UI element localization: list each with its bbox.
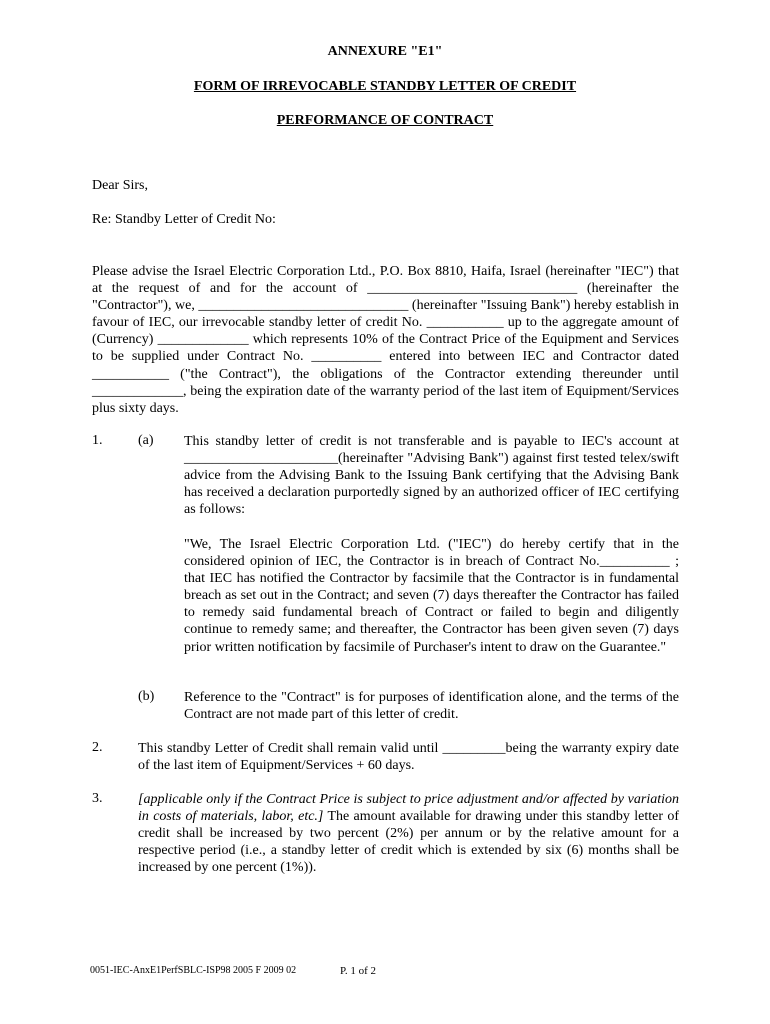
salutation: Dear Sirs, (92, 178, 148, 193)
clause-1b-text: Reference to the "Contract" is for purposes of identification alone, and the terms of the Contract are not made part of this letter of credit. (184, 690, 679, 723)
footer-document-code: 0051-IEC-AnxE1PerfSBLC-ISP98 2005 F 2009 02 (90, 965, 297, 976)
clause-1-number: 1. (92, 433, 103, 448)
clause-3-body (138, 791, 679, 876)
clause-3-number: 3. (92, 791, 103, 806)
footer-page-number: P. 1 of 2 (340, 965, 377, 977)
clause-1b-label: (b) (138, 689, 155, 704)
clause-3-applicability-note: [applicable only if the Contract Price is subject to price adjustment and/or affected by variation in costs of materials, labor, etc.] (138, 792, 679, 825)
reference-line: Re: Standby Letter of Credit No: (92, 212, 276, 227)
intro-paragraph: Please advise the Israel Electric Corporation Ltd., P.O. Box 8810, Haifa, Israel (hereinafter "IEC") that at the request of and for the account of ______________________________ (hereinafter the "Contractor"), we, ______________________________ (hereinafter "Issuing Bank") hereby establish in favour of IEC, our irrevocable standby letter of credit No. ___________ up to the aggregate amount of (Currency) _____________ which represents 10% of the Contract Price of the Equipment and Services to be supplied under Contract No. __________ entered into between IEC and Contractor dated ___________ ("the Contract"), the obligations of the Contractor extending thereunder until _____________, being the expiration date of the warranty period of the last item of Equipment/Services plus sixty days. (92, 264, 679, 416)
document-title: FORM OF IRREVOCABLE STANDBY LETTER OF CREDIT (193, 79, 577, 94)
clause-1a-label: (a) (138, 433, 154, 448)
certification-quote: "We, The Israel Electric Corporation Ltd. ("IEC") do hereby certify that in the considered opinion of IEC, the Contractor is in breach of Contract No.__________ ; that IEC has notified the Contractor by facsimile that the Contractor is in fundamental breach as set out in the Contract; and seven (7) days thereafter the Contractor has failed to remedy said fundamental breach of Contract or failed to begin and diligently continue to remedy same; and thereafter, the Contractor has been given seven (7) days prior written notification by facsimile of Purchaser's intent to draw on the Guarantee." (184, 537, 679, 655)
annexure-heading: ANNEXURE "E1" (327, 44, 443, 59)
clause-2-text: This standby Letter of Credit shall remain valid until _________being the warranty expiry date of the last item of Equipment/Services + 60 days. (138, 741, 679, 774)
document-subtitle: PERFORMANCE OF CONTRACT (276, 113, 494, 128)
clause-1a-text: This standby letter of credit is not transferable and is payable to IEC's account at ______________________(hereinafter "Advising Bank") against first tested telex/swift advice from the Advising Bank to the Issuing Bank certifying that the Advising Bank has received a declaration purportedly signed by an authorized officer of IEC certifying as follows: (184, 434, 679, 518)
clause-3-text: The amount available for drawing under this standby letter of credit shall be increased by two percent (2%) per annum or by the relative amount for a respective period (i.e., a standby letter of credit which is extended by six (6) months shall be increased by one percent (1%)). (138, 809, 679, 876)
clause-2-number: 2. (92, 740, 103, 755)
